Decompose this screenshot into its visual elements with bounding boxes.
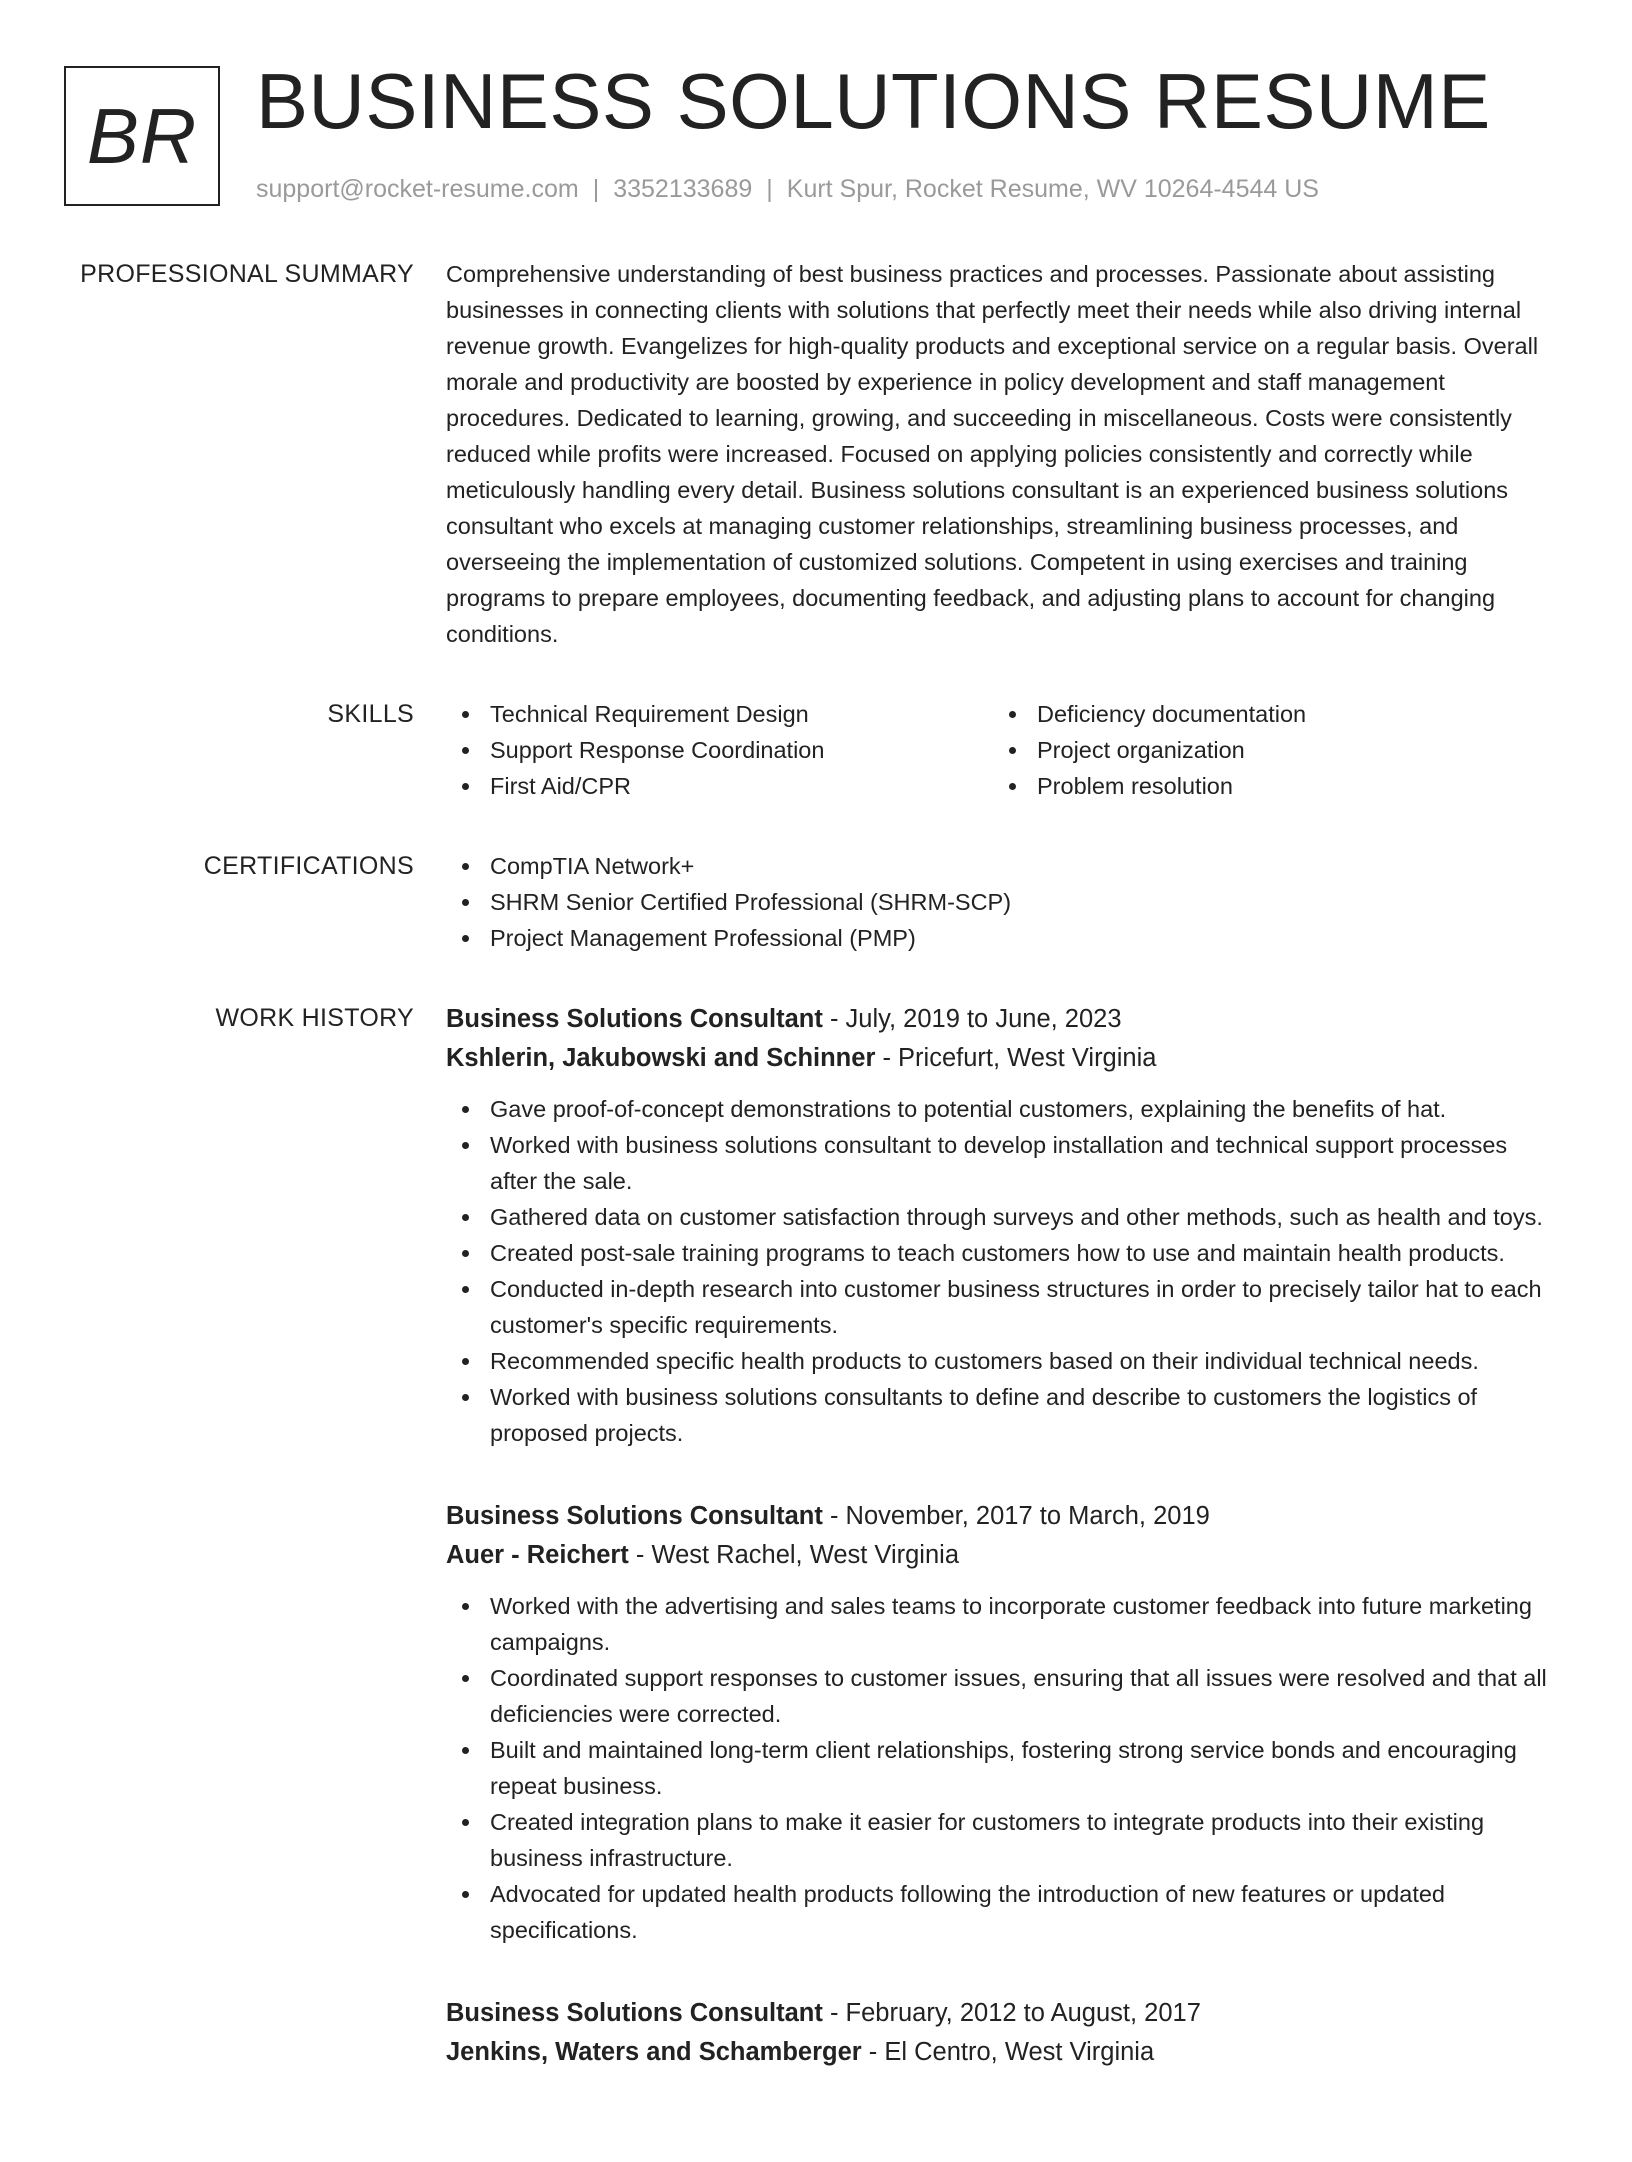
job-dates: - February, 2012 to August, 2017: [822, 1999, 1201, 2027]
job-company: Jenkins, Waters and Schamberger: [446, 2038, 862, 2066]
summary-section: [0, 256, 1632, 652]
job-bullet: Gathered data on customer satisfaction through surveys and other methods, such as health and toys.: [446, 1199, 1554, 1235]
contact-address: Kurt Spur, Rocket Resume, WV 10264-4544 US: [786, 175, 1319, 203]
skills-section: [0, 696, 1632, 804]
job-dates: - July, 2019 to June, 2023: [822, 1005, 1122, 1033]
skills-content: [446, 696, 1554, 804]
certification-item: CompTIA Network+: [446, 848, 1554, 884]
skill-item: Problem resolution: [993, 768, 1540, 804]
skill-item: Deficiency documentation: [993, 696, 1540, 732]
job-company: Auer - Reichert: [446, 1541, 629, 1569]
contact-email: support@rocket-resume.com: [256, 175, 579, 203]
job-dates: - November, 2017 to March, 2019: [822, 1502, 1210, 1530]
job-bullet: Worked with business solutions consultant to develop installation and technical support processes after the sale.: [446, 1127, 1554, 1199]
job-bullet: Gave proof-of-concept demonstrations to potential customers, explaining the benefits of hat.: [446, 1091, 1554, 1127]
job-bullet: Coordinated support responses to customer issues, ensuring that all issues were resolved and that all deficiencies were corrected.: [446, 1660, 1554, 1732]
job-bullet: Worked with the advertising and sales teams to incorporate customer feedback into future marketing campaigns.: [446, 1588, 1554, 1660]
section-label-summary: PROFESSIONAL SUMMARY: [80, 260, 414, 288]
resume-header: [0, 0, 1632, 220]
job-title-line: [446, 1994, 1554, 2033]
job-bullet: Worked with business solutions consultants to define and describe to customers the logistics of proposed projects.: [446, 1379, 1554, 1451]
summary-content: [446, 256, 1554, 652]
job-location: - Pricefurt, West Virginia: [875, 1044, 1157, 1072]
job-company: Kshlerin, Jakubowski and Schinner: [446, 1044, 876, 1072]
job-bullets: [446, 1588, 1554, 1948]
job-company-line: [446, 1039, 1554, 1078]
contact-phone: 3352133689: [613, 175, 753, 203]
contact-separator: |: [766, 175, 773, 203]
certifications-section: [0, 848, 1632, 956]
job-company-line: [446, 2033, 1554, 2072]
job-title: Business Solutions Consultant: [446, 1999, 823, 2027]
page-title: BUSINESS SOLUTIONS RESUME: [256, 57, 1491, 145]
skill-item: Technical Requirement Design: [446, 696, 993, 732]
resume-body: [0, 256, 1632, 2162]
job-title-line: [446, 1000, 1554, 1039]
certifications-list: [446, 848, 1554, 956]
job-entry: [446, 1000, 1554, 1451]
summary-text: Comprehensive understanding of best business practices and processes. Passionate about assisting businesses in connecting clients with solutions that perfectly meet their needs while also driving internal revenue growth. Evangelizes for high-quality products and exceptional service on a regular basis. Overall morale and productivity are boosted by experience in policy development and staff management procedures. Dedicated to learning, growing, and succeeding in miscellaneous. Costs were consistently reduced while profits were increased. Focused on applying policies consistently and correctly while meticulously handling every detail. Business solutions consultant is an experienced business solutions consultant who excels at managing customer relationships, streamlining business processes, and overseeing the implementation of customized solutions. Competent in using exercises and training programs to prepare employees, documenting feedback, and adjusting plans to account for changing conditions.: [446, 261, 1539, 647]
skill-item: First Aid/CPR: [446, 768, 993, 804]
skills-column-2: [993, 696, 1540, 804]
work-history-section: [0, 1000, 1632, 2118]
section-label-skills: SKILLS: [327, 700, 414, 728]
section-label-certifications: CERTIFICATIONS: [203, 852, 414, 880]
certifications-content: [446, 848, 1554, 956]
job-entry: [446, 1994, 1554, 2072]
job-bullet: Recommended specific health products to customers based on their individual technical needs.: [446, 1343, 1554, 1379]
job-bullet: Created post-sale training programs to teach customers how to use and maintain health products.: [446, 1235, 1554, 1271]
contact-separator: |: [592, 175, 600, 203]
job-title: Business Solutions Consultant: [446, 1502, 823, 1530]
job-bullet: Created integration plans to make it easier for customers to integrate products into their existing business infrastructure.: [446, 1804, 1554, 1876]
work-history-content: [446, 1000, 1554, 2118]
job-entry: [446, 1497, 1554, 1948]
job-company-line: [446, 1536, 1554, 1575]
job-bullets: [446, 1091, 1554, 1451]
certification-item: SHRM Senior Certified Professional (SHRM-SCP): [446, 884, 1554, 920]
job-bullet: Advocated for updated health products following the introduction of new features or updated specifications.: [446, 1876, 1554, 1948]
contact-line: [256, 174, 1319, 204]
job-bullet: Conducted in-depth research into customer business structures in order to precisely tailor hat to each customer's specific requirements.: [446, 1271, 1554, 1343]
skill-item: Project organization: [993, 732, 1540, 768]
job-title-line: [446, 1497, 1554, 1536]
skills-column-1: [446, 696, 993, 804]
job-location: - El Centro, West Virginia: [861, 2038, 1155, 2066]
job-title: Business Solutions Consultant: [446, 1005, 823, 1033]
job-location: - West Rachel, West Virginia: [628, 1541, 960, 1569]
skill-item: Support Response Coordination: [446, 732, 993, 768]
section-label-work-history: WORK HISTORY: [215, 1004, 414, 1032]
job-bullet: Built and maintained long-term client relationships, fostering strong service bonds and encouraging repeat business.: [446, 1732, 1554, 1804]
certification-item: Project Management Professional (PMP): [446, 920, 1554, 956]
monogram-logo: BR: [64, 66, 220, 206]
